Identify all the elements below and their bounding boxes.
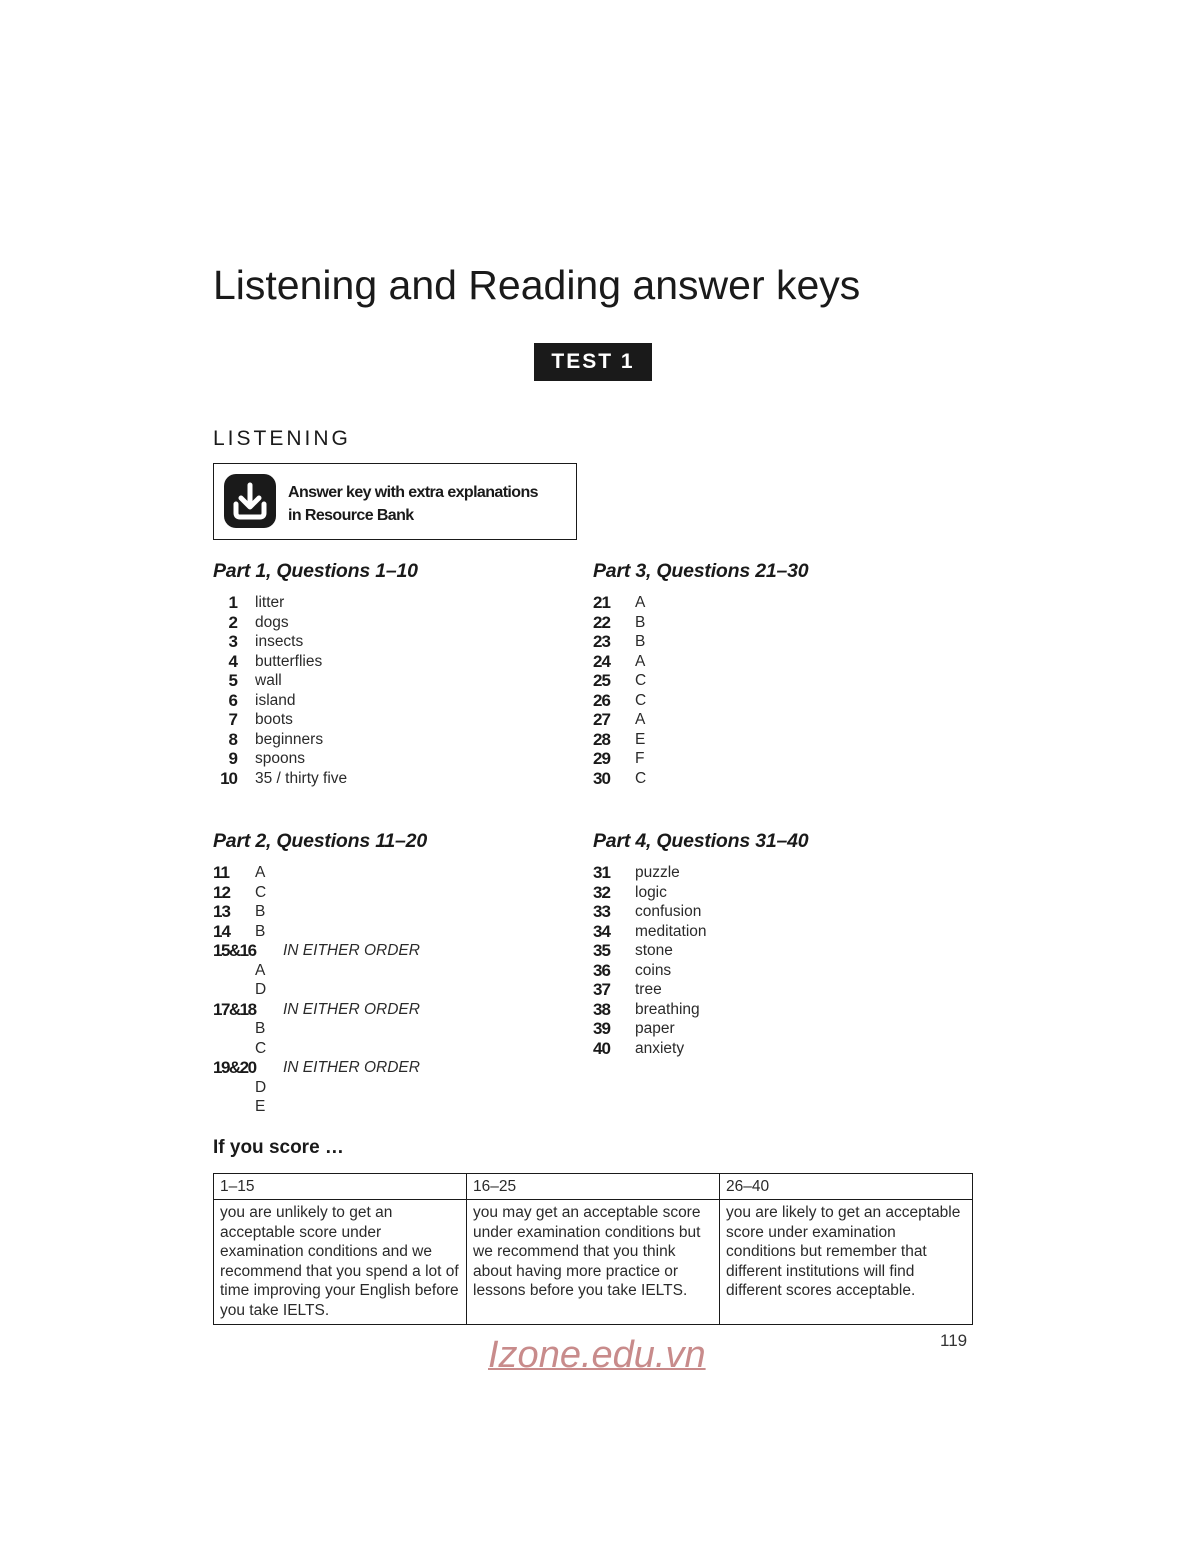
part-1-heading: Part 1, Questions 1–10: [213, 560, 418, 582]
answer-row: [213, 980, 553, 1000]
score-description: you are unlikely to get an acceptable score under examination conditions and we recommend that you spend a lot of time improving your English before you take IELTS.: [214, 1200, 467, 1325]
question-number: 9: [228, 749, 237, 768]
answer-row: [593, 730, 933, 750]
answer-row: [593, 1019, 933, 1039]
question-number: 37: [593, 980, 610, 999]
either-order-note: IN EITHER ORDER: [283, 1000, 420, 1018]
answer-text: B: [635, 613, 646, 631]
answer-row: [213, 632, 553, 652]
answer-row: [213, 691, 553, 711]
resource-bank-box[interactable]: [213, 463, 577, 540]
question-number: 32: [593, 882, 610, 902]
question-number: 4: [228, 651, 237, 671]
either-order-note: IN EITHER ORDER: [283, 942, 420, 959]
answer-row: [593, 902, 933, 922]
answer-row: [593, 922, 933, 942]
question-number: 22: [593, 612, 610, 632]
answer-text: boots: [255, 711, 293, 728]
download-icon: [223, 473, 277, 529]
answer-row: [213, 922, 553, 942]
answer-row: [213, 671, 553, 691]
answer-row: [593, 863, 933, 883]
answer-row: [593, 710, 933, 730]
answer-row: [213, 710, 553, 730]
answer-text: stone: [635, 942, 673, 959]
answer-row: [213, 769, 553, 789]
score-range: 16–25: [467, 1174, 720, 1200]
answer-text: meditation: [635, 922, 707, 940]
answer-row: [213, 883, 553, 903]
answer-row: [593, 883, 933, 903]
question-number: 34: [593, 921, 610, 941]
score-table: [213, 1173, 973, 1325]
question-number: 3: [228, 632, 237, 651]
question-number: 11: [213, 863, 229, 882]
answer-text: tree: [635, 981, 662, 998]
question-number: 28: [593, 729, 610, 749]
question-number: 35: [593, 941, 610, 960]
part-3-heading: Part 3, Questions 21–30: [593, 560, 809, 582]
answer-text: confusion: [635, 903, 702, 920]
answer-row: [593, 1039, 933, 1059]
test-badge: TEST 1: [534, 343, 652, 381]
question-number: 30: [593, 768, 610, 788]
answer-row: [213, 749, 553, 769]
part-4-heading: Part 4, Questions 31–40: [593, 830, 809, 852]
question-number: 36: [593, 960, 610, 980]
answer-row: [593, 1000, 933, 1020]
answer-text: paper: [635, 1020, 675, 1037]
question-number: 5: [228, 671, 237, 690]
section-heading-listening: LISTENING: [213, 427, 351, 450]
part-3-section: [593, 560, 933, 788]
question-number: 2: [228, 612, 237, 632]
answer-text: coins: [635, 961, 672, 979]
answer-text: wall: [255, 672, 282, 689]
answer-text: beginners: [255, 730, 324, 748]
part-1-section: [213, 560, 553, 788]
answer-row: [213, 1019, 553, 1039]
question-number: 17&18: [213, 999, 256, 1019]
answer-row: [213, 961, 553, 981]
answer-row: [593, 980, 933, 1000]
answer-text: E: [635, 730, 646, 748]
answer-text: breathing: [635, 1000, 700, 1018]
answer-text: insects: [255, 633, 304, 650]
part-2-section: [213, 830, 553, 1117]
question-number: 31: [593, 863, 610, 882]
answer-row: [593, 671, 933, 691]
question-number: 24: [593, 651, 610, 671]
answer-group-row: [213, 941, 553, 961]
answer-text: B: [255, 903, 266, 920]
either-order-note: IN EITHER ORDER: [283, 1059, 420, 1076]
question-number: 8: [228, 729, 237, 749]
answer-group-row: [213, 1058, 553, 1078]
answer-text: C: [255, 1039, 267, 1057]
answer-text: puzzle: [635, 864, 680, 881]
question-number: 10: [220, 768, 237, 788]
score-heading: If you score …: [213, 1137, 344, 1158]
question-number: 13: [213, 902, 230, 921]
answer-text: D: [255, 1078, 267, 1096]
resource-line-2: in Resource Bank: [288, 507, 414, 524]
question-number: 25: [593, 671, 610, 690]
answer-row: [213, 613, 553, 633]
question-number: 29: [593, 749, 610, 768]
score-range: 1–15: [214, 1174, 467, 1200]
part-4-section: [593, 830, 933, 1058]
answer-text: logic: [635, 883, 667, 901]
score-range-row: [214, 1174, 973, 1200]
answer-row: [593, 613, 933, 633]
answer-text: spoons: [255, 750, 305, 767]
answer-row: [593, 691, 933, 711]
resource-bank-text: [288, 481, 538, 527]
answer-text: litter: [255, 594, 285, 611]
watermark-link[interactable]: Izone.edu.vn: [488, 1334, 706, 1376]
answer-row: [213, 1078, 553, 1098]
answer-row: [593, 941, 933, 961]
answer-row: [213, 863, 553, 883]
answer-text: C: [635, 691, 647, 709]
answer-row: [593, 769, 933, 789]
score-description: you may get an acceptable score under examination conditions but we recommend that you think about having more practice or lessons before you take IELTS.: [467, 1200, 720, 1325]
answer-text: E: [255, 1098, 266, 1115]
question-number: 27: [593, 710, 610, 729]
question-number: 12: [213, 882, 230, 902]
question-number: 26: [593, 690, 610, 710]
answer-group-row: [213, 1000, 553, 1020]
question-number: 19&20: [213, 1058, 256, 1077]
question-number: 21: [593, 593, 610, 612]
answer-text: C: [635, 769, 647, 787]
answer-text: island: [255, 691, 296, 709]
answer-text: A: [255, 864, 266, 881]
question-number: 33: [593, 902, 610, 921]
score-range: 26–40: [720, 1174, 973, 1200]
answer-text: F: [635, 750, 645, 767]
answer-row: [213, 593, 553, 613]
answer-row: [213, 730, 553, 750]
question-number: 7: [228, 710, 237, 729]
answer-row: [593, 961, 933, 981]
answer-text: A: [635, 652, 646, 670]
question-number: 38: [593, 999, 610, 1019]
answer-row: [593, 632, 933, 652]
answer-text: C: [255, 883, 267, 901]
answer-text: D: [255, 981, 267, 998]
page-title: Listening and Reading answer keys: [213, 262, 861, 308]
answer-text: 35 / thirty five: [255, 769, 348, 787]
answer-text: B: [255, 1020, 266, 1037]
answer-row: [213, 1097, 553, 1117]
answer-row: [593, 749, 933, 769]
answer-row: [593, 652, 933, 672]
question-number: 6: [228, 690, 237, 710]
question-number: 15&16: [213, 941, 256, 960]
answer-text: anxiety: [635, 1039, 685, 1057]
question-number: 1: [228, 593, 237, 612]
question-number: 23: [593, 632, 610, 651]
answer-text: B: [255, 922, 266, 940]
answer-row: [593, 593, 933, 613]
answer-text: A: [635, 711, 646, 728]
question-number: 14: [213, 921, 230, 941]
answer-text: A: [255, 961, 266, 979]
question-number: 40: [593, 1038, 610, 1058]
score-description: you are likely to get an acceptable score under examination conditions but remember that different institutions will find different scores acceptable.: [720, 1200, 973, 1325]
score-description-row: [214, 1200, 973, 1325]
answer-row: [213, 1039, 553, 1059]
answer-text: butterflies: [255, 652, 323, 670]
answer-row: [213, 902, 553, 922]
part-2-heading: Part 2, Questions 11–20: [213, 830, 427, 852]
answer-text: dogs: [255, 613, 289, 631]
answer-text: C: [635, 672, 647, 689]
answer-text: B: [635, 633, 646, 650]
page-number: 119: [940, 1331, 968, 1350]
answer-row: [213, 652, 553, 672]
answer-text: A: [635, 594, 646, 611]
resource-line-1: Answer key with extra explanations: [288, 484, 538, 501]
question-number: 39: [593, 1019, 610, 1038]
